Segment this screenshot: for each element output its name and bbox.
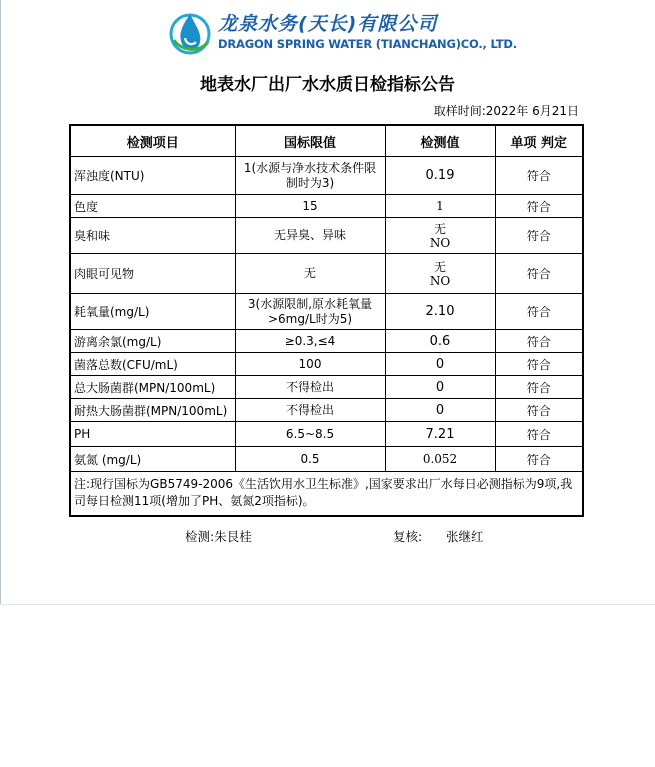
cell-limit: 100 <box>235 353 385 376</box>
cell-limit: 不得检出 <box>235 376 385 399</box>
company-name-en: DRAGON SPRING WATER (TIANCHANG)CO., LTD. <box>218 37 517 51</box>
note-row <box>70 472 583 516</box>
cell-result: 符合 <box>495 330 583 353</box>
value-text: 无 <box>433 221 446 236</box>
table-row <box>70 157 583 195</box>
cell-value <box>385 218 495 254</box>
company-logo <box>168 8 517 58</box>
cell-result: 符合 <box>495 447 583 472</box>
cell-value <box>385 195 495 218</box>
cell-item: 总大肠菌群(MPN/100mL) <box>70 376 235 399</box>
water-drop-logo-icon <box>168 10 212 56</box>
sample-date: 取样时间:2022年 6月21日 <box>433 104 579 118</box>
cell-result: 符合 <box>495 399 583 422</box>
cell-value <box>385 447 495 472</box>
header-limit: 国标限值 <box>235 125 385 157</box>
reviewer-label: 复核: <box>393 529 423 544</box>
value-text: 无 <box>433 259 446 274</box>
cell-item: 游离余氯(mg/L) <box>70 330 235 353</box>
cell-limit: 15 <box>235 195 385 218</box>
table-row <box>70 294 583 330</box>
cell-result: 符合 <box>495 376 583 399</box>
cell-result: 符合 <box>495 353 583 376</box>
value-text: 0.052 <box>422 451 458 466</box>
cell-result: 符合 <box>495 157 583 195</box>
cell-value: 0 <box>385 376 495 399</box>
cell-item: 耐热大肠菌群(MPN/100mL) <box>70 399 235 422</box>
cell-result: 符合 <box>495 254 583 294</box>
table-row <box>70 218 583 254</box>
table-row <box>70 422 583 447</box>
cell-result: 符合 <box>495 218 583 254</box>
cell-limit: 不得检出 <box>235 399 385 422</box>
table-row <box>70 254 583 294</box>
cell-item: 耗氧量(mg/L) <box>70 294 235 330</box>
cell-item: 肉眼可见物 <box>70 254 235 294</box>
table-header-row <box>70 125 583 157</box>
cell-result: 符合 <box>495 294 583 330</box>
value-sub-text: NO <box>429 235 451 250</box>
cell-item: 氨氮 (mg/L) <box>70 447 235 472</box>
header-item: 检测项目 <box>70 125 235 157</box>
cell-result: 符合 <box>495 195 583 218</box>
header-result: 单项 判定 <box>495 125 583 157</box>
water-quality-table <box>69 124 584 517</box>
cell-item: PH <box>70 422 235 447</box>
inspector-signature: 检测:朱艮桂 <box>185 529 252 544</box>
cell-limit: 1(水源与净水技术条件限制时为3) <box>235 157 385 195</box>
cell-item: 菌落总数(CFU/mL) <box>70 353 235 376</box>
cell-value: 0.6 <box>385 330 495 353</box>
cell-value: 0.19 <box>385 157 495 195</box>
cell-limit: 无 <box>235 254 385 294</box>
cell-value: 0 <box>385 399 495 422</box>
table-row <box>70 399 583 422</box>
cell-result: 符合 <box>495 422 583 447</box>
cell-limit: 6.5~8.5 <box>235 422 385 447</box>
cell-item: 臭和味 <box>70 218 235 254</box>
table-row <box>70 353 583 376</box>
cell-value: 0 <box>385 353 495 376</box>
cell-limit: ≥0.3,≤4 <box>235 330 385 353</box>
table-row <box>70 330 583 353</box>
value-sub-text: NO <box>429 273 451 288</box>
cell-value: 7.21 <box>385 422 495 447</box>
page-bottom-edge <box>0 604 655 605</box>
value-text: 1 <box>436 198 444 213</box>
table-row <box>70 195 583 218</box>
cell-limit: 无异臭、异味 <box>235 218 385 254</box>
cell-limit: 0.5 <box>235 447 385 472</box>
table-note: 注:现行国标为GB5749-2006《生活饮用水卫生标准》,国家要求出厂水每日必测指标为9项,我司每日检测11项(增加了PH、氨氮2项指标)。 <box>70 472 583 516</box>
cell-value <box>385 254 495 294</box>
table-row <box>70 376 583 399</box>
reviewer-name: 张继红 <box>446 529 484 544</box>
cell-value: 2.10 <box>385 294 495 330</box>
cell-item: 色度 <box>70 195 235 218</box>
cell-item: 浑浊度(NTU) <box>70 157 235 195</box>
company-name-cn: 龙泉水务(天长)有限公司 <box>218 13 438 35</box>
header-value: 检测值 <box>385 125 495 157</box>
table-row <box>70 447 583 472</box>
cell-limit: 3(水源限制,原水耗氧量>6mg/L时为5) <box>235 294 385 330</box>
page-title: 地表水厂出厂水水质日检指标公告 <box>200 75 455 95</box>
